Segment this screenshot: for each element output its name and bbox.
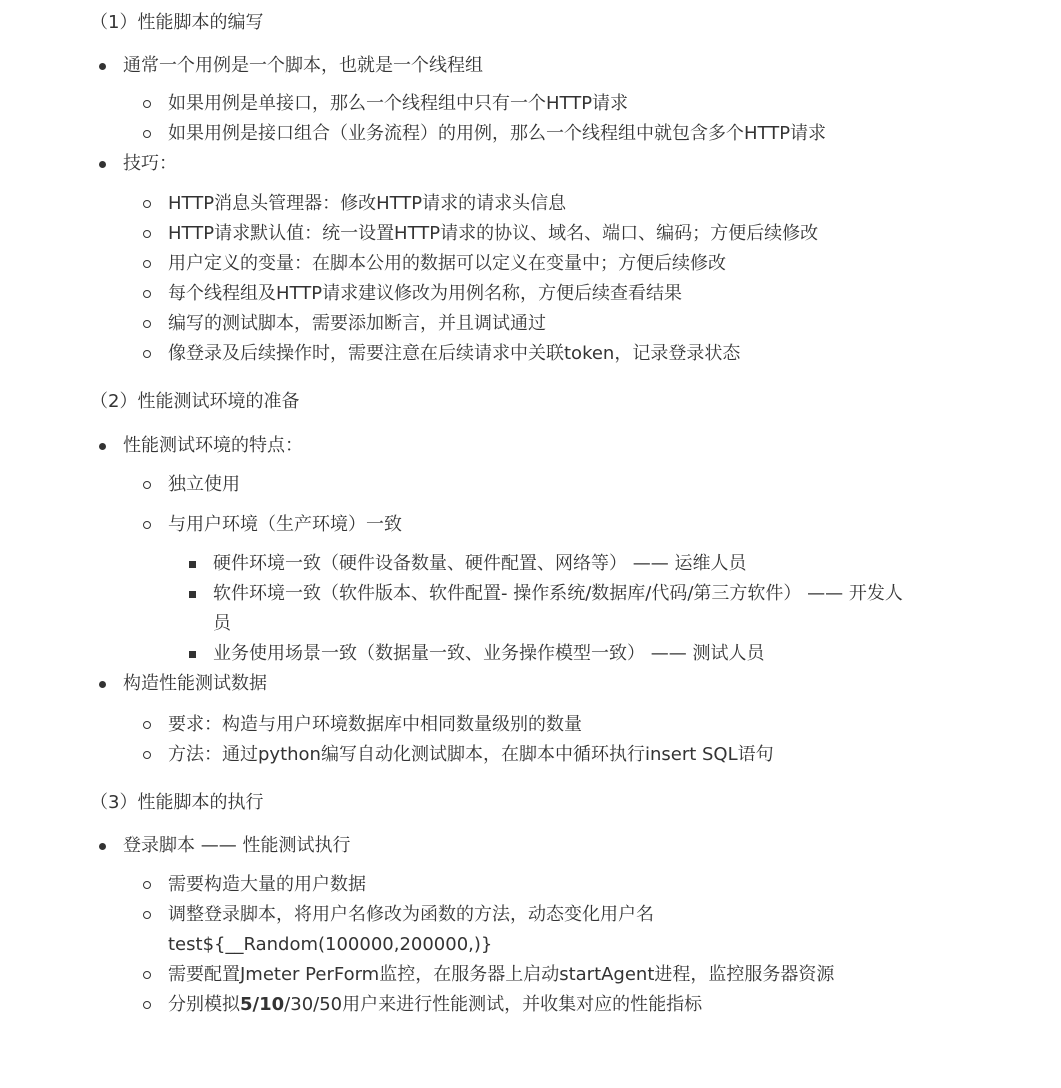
list-item: 用户定义的变量：在脚本公用的数据可以定义在变量中；方便后续修改	[168, 252, 726, 276]
list-item: HTTP消息头管理器：修改HTTP请求的请求头信息	[168, 192, 566, 216]
list-item: 性能测试环境的特点：	[123, 434, 303, 458]
bullet-circle-icon	[143, 350, 151, 358]
bullet-square-icon	[189, 591, 196, 598]
bullet-dot-icon	[99, 63, 106, 70]
list-item: 调整登录脚本，将用户名修改为函数的方法，动态变化用户名	[168, 903, 654, 927]
bullet-circle-icon	[143, 481, 151, 489]
list-item: 通常一个用例是一个脚本，也就是一个线程组	[123, 54, 483, 78]
bullet-circle-icon	[143, 260, 151, 268]
list-item: 软件环境一致（软件版本、软件配置- 操作系统/数据库/代码/第三方软件） —— 开发人	[213, 582, 903, 606]
bullet-circle-icon	[143, 100, 151, 108]
list-item-continuation: test${__Random(100000,200000,)}	[168, 934, 493, 955]
bullet-circle-icon	[143, 911, 151, 919]
list-item: 要求：构造与用户环境数据库中相同数量级别的数量	[168, 713, 582, 737]
section-heading-1: （1）性能脚本的编写	[90, 12, 264, 33]
bullet-circle-icon	[143, 881, 151, 889]
list-item: 像登录及后续操作时，需要注意在后续请求中关联token，记录登录状态	[168, 342, 740, 366]
list-item: 与用户环境（生产环境）一致	[168, 513, 402, 537]
list-item: 编写的测试脚本，需要添加断言，并且调试通过	[168, 312, 546, 336]
list-item-continuation: 员	[213, 613, 231, 634]
list-item: HTTP请求默认值：统一设置HTTP请求的协议、域名、端口、编码；方便后续修改	[168, 222, 818, 246]
list-item: 构造性能测试数据	[123, 672, 267, 696]
list-item: 技巧：	[123, 152, 177, 176]
list-item: 业务使用场景一致（数据量一致、业务操作模型一致） —— 测试人员	[213, 642, 764, 666]
list-item: 硬件环境一致（硬件设备数量、硬件配置、网络等） —— 运维人员	[213, 552, 746, 576]
bullet-circle-icon	[143, 130, 151, 138]
list-item: 独立使用	[168, 473, 240, 497]
list-item: 方法：通过python编写自动化测试脚本，在脚本中循环执行insert SQL语句	[168, 743, 774, 767]
bullet-dot-icon	[99, 443, 106, 450]
bullet-dot-icon	[99, 843, 106, 850]
list-item: 如果用例是单接口，那么一个线程组中只有一个HTTP请求	[168, 92, 628, 116]
list-item: 每个线程组及HTTP请求建议修改为用例名称，方便后续查看结果	[168, 282, 682, 306]
list-item: 如果用例是接口组合（业务流程）的用例，那么一个线程组中就包含多个HTTP请求	[168, 122, 826, 146]
bullet-square-icon	[189, 561, 196, 568]
bullet-circle-icon	[143, 320, 151, 328]
section-heading-3: （3）性能脚本的执行	[90, 792, 264, 813]
bullet-circle-icon	[143, 971, 151, 979]
section-heading-2: （2）性能测试环境的准备	[90, 391, 300, 412]
bullet-circle-icon	[143, 751, 151, 759]
bullet-circle-icon	[143, 1001, 151, 1009]
list-item: 登录脚本 —— 性能测试执行	[123, 834, 350, 858]
bullet-circle-icon	[143, 521, 151, 529]
bullet-circle-icon	[143, 230, 151, 238]
list-item: 分别模拟5/10/30/50用户来进行性能测试，并收集对应的性能指标	[168, 993, 702, 1017]
bullet-dot-icon	[99, 161, 106, 168]
bullet-circle-icon	[143, 290, 151, 298]
list-item: 需要配置Jmeter PerForm监控，在服务器上启动startAgent进程，监控服务器资源	[168, 963, 834, 987]
bullet-circle-icon	[143, 200, 151, 208]
bullet-circle-icon	[143, 721, 151, 729]
list-item: 需要构造大量的用户数据	[168, 873, 366, 897]
bullet-square-icon	[189, 651, 196, 658]
bullet-dot-icon	[99, 681, 106, 688]
